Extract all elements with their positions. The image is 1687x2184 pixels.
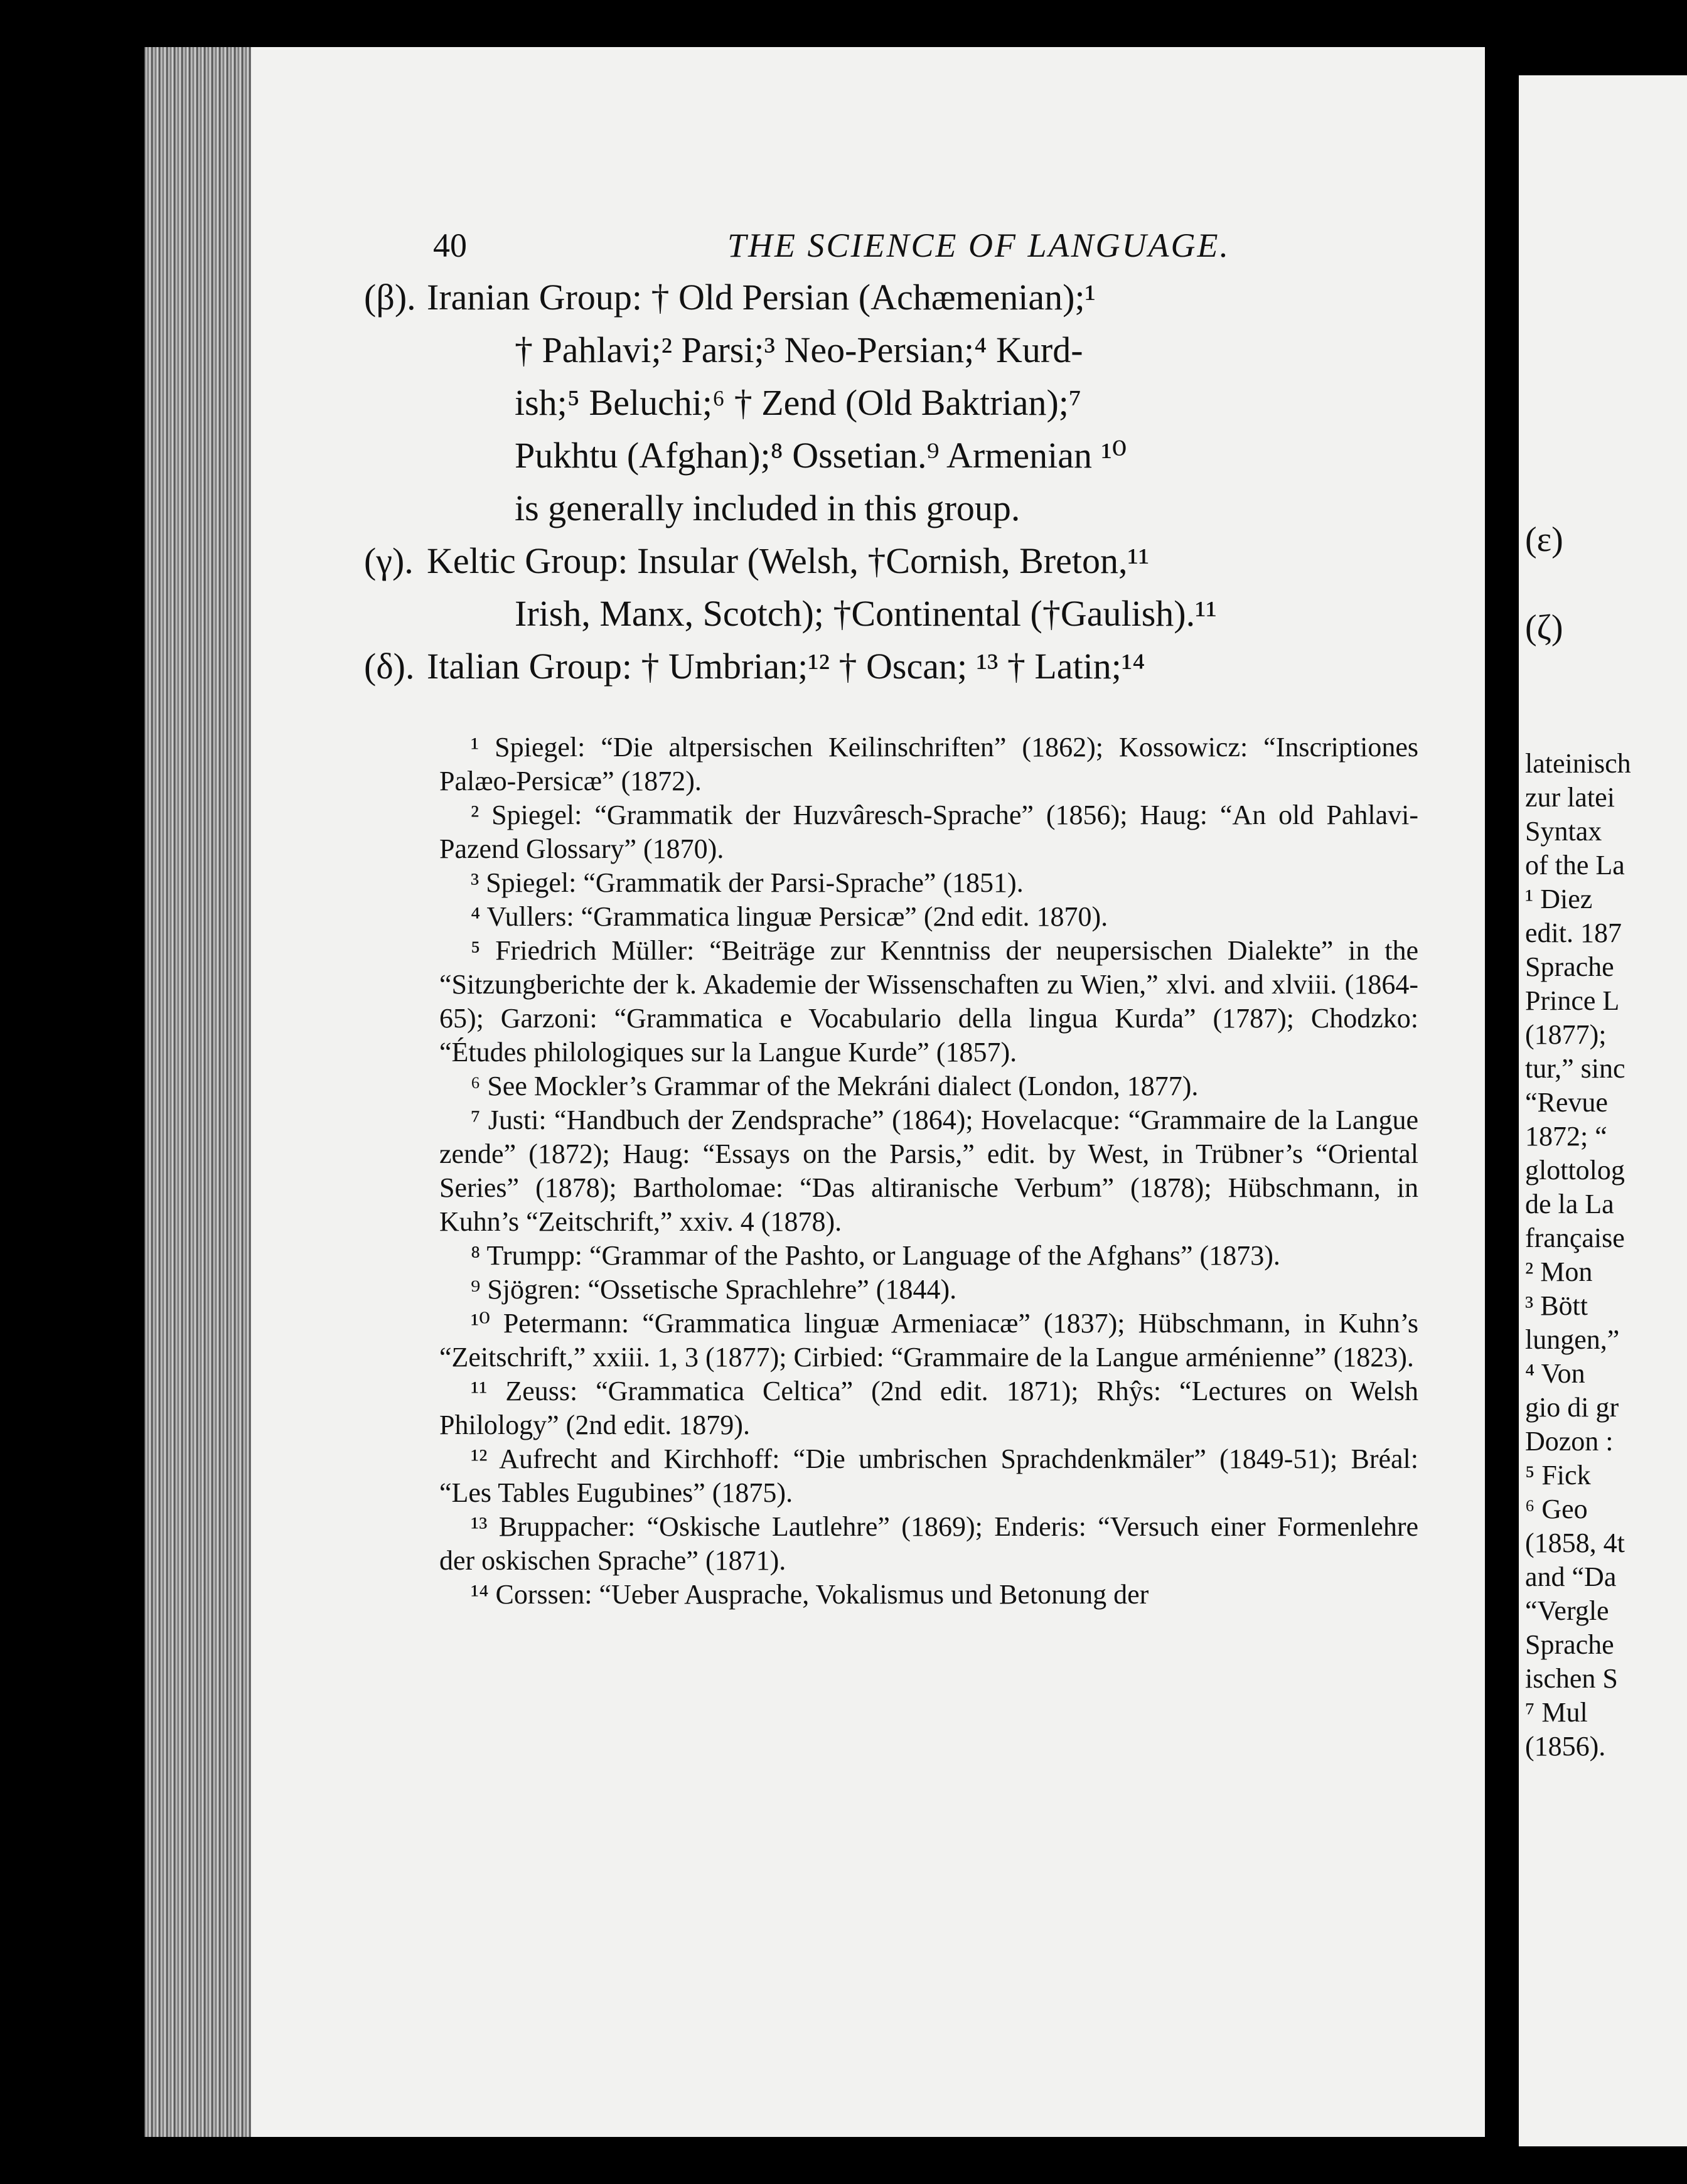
footnote: ⁴ Vullers: “Grammatica linguæ Persicæ” (2nd edit. 1870). xyxy=(471,901,1108,932)
right-page-fragment: (ε) xyxy=(1525,520,1563,559)
group-line xyxy=(364,271,1418,324)
right-page-text xyxy=(1525,75,1687,1764)
language-group xyxy=(364,640,1418,693)
right-page-fragment: Sprache xyxy=(1525,951,1614,982)
footnote: ¹¹ Zeuss: “Grammatica Celtica” (2nd edit. 1871); Rhŷs: “Lectures on Welsh Philology” (2nd edit. 1879). xyxy=(439,1376,1418,1440)
running-title: THE SCIENCE OF LANGUAGE. xyxy=(727,227,1230,264)
group-mark: (δ). xyxy=(364,646,415,687)
right-page-fragment: glottolog xyxy=(1525,1155,1625,1186)
group-line xyxy=(439,377,1418,429)
right-page-fragment: Prince L xyxy=(1525,985,1620,1016)
group-line-text: Pukhtu (Afghan);⁸ Ossetian.⁹ Armenian ¹⁰ xyxy=(515,435,1127,476)
footnote: ¹³ Bruppacher: “Oskische Lautlehre” (1869); Enderis: “Versuch einer Formenlehre der oskischen Sprache” (1871). xyxy=(439,1511,1418,1576)
right-page-fragment: ⁵ Fick xyxy=(1525,1460,1591,1491)
group-line xyxy=(364,640,1418,693)
group-line-text: Iranian Group: † Old Persian (Achæmenian);¹ xyxy=(427,277,1096,318)
right-page-fragment: (1856). xyxy=(1525,1731,1606,1762)
right-page-fragment: Sprache xyxy=(1525,1629,1614,1660)
right-page-fragment: lateinisch xyxy=(1525,748,1631,779)
group-line-text: is generally included in this group. xyxy=(515,488,1020,528)
right-page-fragment: ² Mon xyxy=(1525,1256,1593,1287)
language-group xyxy=(364,271,1418,535)
footnotes xyxy=(439,731,1418,1612)
footnote: ⁷ Justi: “Handbuch der Zendsprache” (1864); Hovelacque: “Grammaire de la Langue zende” (1872); Haug: “Essays on the Parsis,” edit. by West, in Trübner’s “Oriental Series” (1878); Bartholomae: “Das altiranische Verbum” (1878); Hübschmann, in Kuhn’s “Zeitschrift,” xxiv. 4 (1878). xyxy=(439,1105,1418,1237)
right-page-fragment: ⁷ Mul xyxy=(1525,1697,1588,1728)
group-line xyxy=(439,482,1418,535)
right-page xyxy=(1519,75,1687,2146)
footnote: ¹⁰ Petermann: “Grammatica linguæ Armeniacæ” (1837); Hübschmann, in Kuhn’s “Zeitschrift,” xxiii. 1, 3 (1877); Cirbied: “Grammaire de la Langue arménienne” (1823). xyxy=(439,1308,1418,1373)
right-page-fragment: edit. 187 xyxy=(1525,918,1622,948)
right-page-fragment: and “Da xyxy=(1525,1561,1617,1592)
footnote: ¹ Spiegel: “Die altpersischen Keilinschriften” (1862); Kossowicz: “Inscriptiones Palæo-Persicæ” (1872). xyxy=(439,732,1418,796)
right-page-fragment: Syntax xyxy=(1525,816,1602,847)
footnote: ¹² Aufrecht and Kirchhoff: “Die umbrischen Sprachdenkmäler” (1849-51); Bréal: “Les Tables Eugubines” (1875). xyxy=(439,1443,1418,1508)
group-line xyxy=(364,535,1418,587)
right-page-fragment: “Vergle xyxy=(1525,1595,1609,1626)
right-page-fragment: (1877); xyxy=(1525,1019,1607,1050)
right-page-fragment: Dozon : xyxy=(1525,1426,1614,1457)
group-line-text: ish;⁵ Beluchi;⁶ † Zend (Old Baktrian);⁷ xyxy=(515,382,1082,423)
right-page-fragment: ⁶ Geo xyxy=(1525,1494,1588,1524)
group-line-text: Keltic Group: Insular (Welsh, †Cornish, Breton,¹¹ xyxy=(427,540,1150,581)
footnote: ⁵ Friedrich Müller: “Beiträge zur Kenntniss der neupersischen Dialekte” in the “Sitzungberichte der k. Akademie der Wissenschaften zu Wien,” xlvi. and xlviii. (1864-65); Garzoni: “Grammatica e Vocabulario della lingua Kurda” (1787); Chodzko: “Études philologiques sur la Langue Kurde” (1857). xyxy=(439,935,1418,1068)
language-group xyxy=(364,535,1418,640)
group-line xyxy=(439,429,1418,482)
footnote: ² Spiegel: “Grammatik der Huzvâresch-Sprache” (1856); Haug: “An old Pahlavi-Pazend Glossary” (1870). xyxy=(439,800,1418,864)
right-page-fragment: ⁴ Von xyxy=(1525,1358,1585,1389)
page-content xyxy=(364,226,1418,1612)
right-page-fragment: (ζ) xyxy=(1525,608,1563,647)
right-page-fragment: ischen S xyxy=(1525,1663,1618,1694)
footnote: ⁶ See Mockler’s Grammar of the Mekráni dialect (London, 1877). xyxy=(471,1071,1199,1101)
right-page-fragment: ¹ Diez xyxy=(1525,884,1593,914)
footnote: ⁹ Sjögren: “Ossetische Sprachlehre” (1844). xyxy=(471,1274,957,1305)
group-line-text: Irish, Manx, Scotch); †Continental (†Gaulish).¹¹ xyxy=(515,593,1217,634)
right-page-fragment: “Revue xyxy=(1525,1087,1608,1118)
footnote: ³ Spiegel: “Grammatik der Parsi-Sprache” (1851). xyxy=(471,867,1024,898)
footnote: ⁸ Trumpp: “Grammar of the Pashto, or Language of the Afghans” (1873). xyxy=(471,1240,1280,1271)
running-header xyxy=(433,226,1418,265)
right-page-fragment: zur latei xyxy=(1525,782,1615,813)
page-number: 40 xyxy=(433,227,467,264)
group-line-text: † Pahlavi;² Parsi;³ Neo-Persian;⁴ Kurd- xyxy=(515,329,1083,370)
right-page-fragment: ³ Bött xyxy=(1525,1290,1588,1321)
right-page-fragment: gio di gr xyxy=(1525,1392,1619,1423)
right-page-fragment: (1858, 4t xyxy=(1525,1528,1625,1558)
group-line-text: Italian Group: † Umbrian;¹² † Oscan; ¹³ † Latin;¹⁴ xyxy=(427,646,1145,687)
right-page-fragment: of the La xyxy=(1525,850,1625,881)
right-page-fragment: tur,” sinc xyxy=(1525,1053,1625,1084)
group-line xyxy=(439,324,1418,377)
group-line xyxy=(439,587,1418,640)
group-mark: (β). xyxy=(364,277,416,318)
group-mark: (γ). xyxy=(364,540,414,581)
right-page-fragment: française xyxy=(1525,1223,1625,1253)
footnote: ¹⁴ Corssen: “Ueber Ausprache, Vokalismus und Betonung der xyxy=(471,1579,1149,1610)
page-edges xyxy=(144,47,251,2137)
right-page-fragment: 1872; “ xyxy=(1525,1121,1607,1152)
right-page-fragment: de la La xyxy=(1525,1189,1614,1219)
language-groups xyxy=(364,271,1418,693)
right-page-fragment: lungen,” xyxy=(1525,1324,1620,1355)
